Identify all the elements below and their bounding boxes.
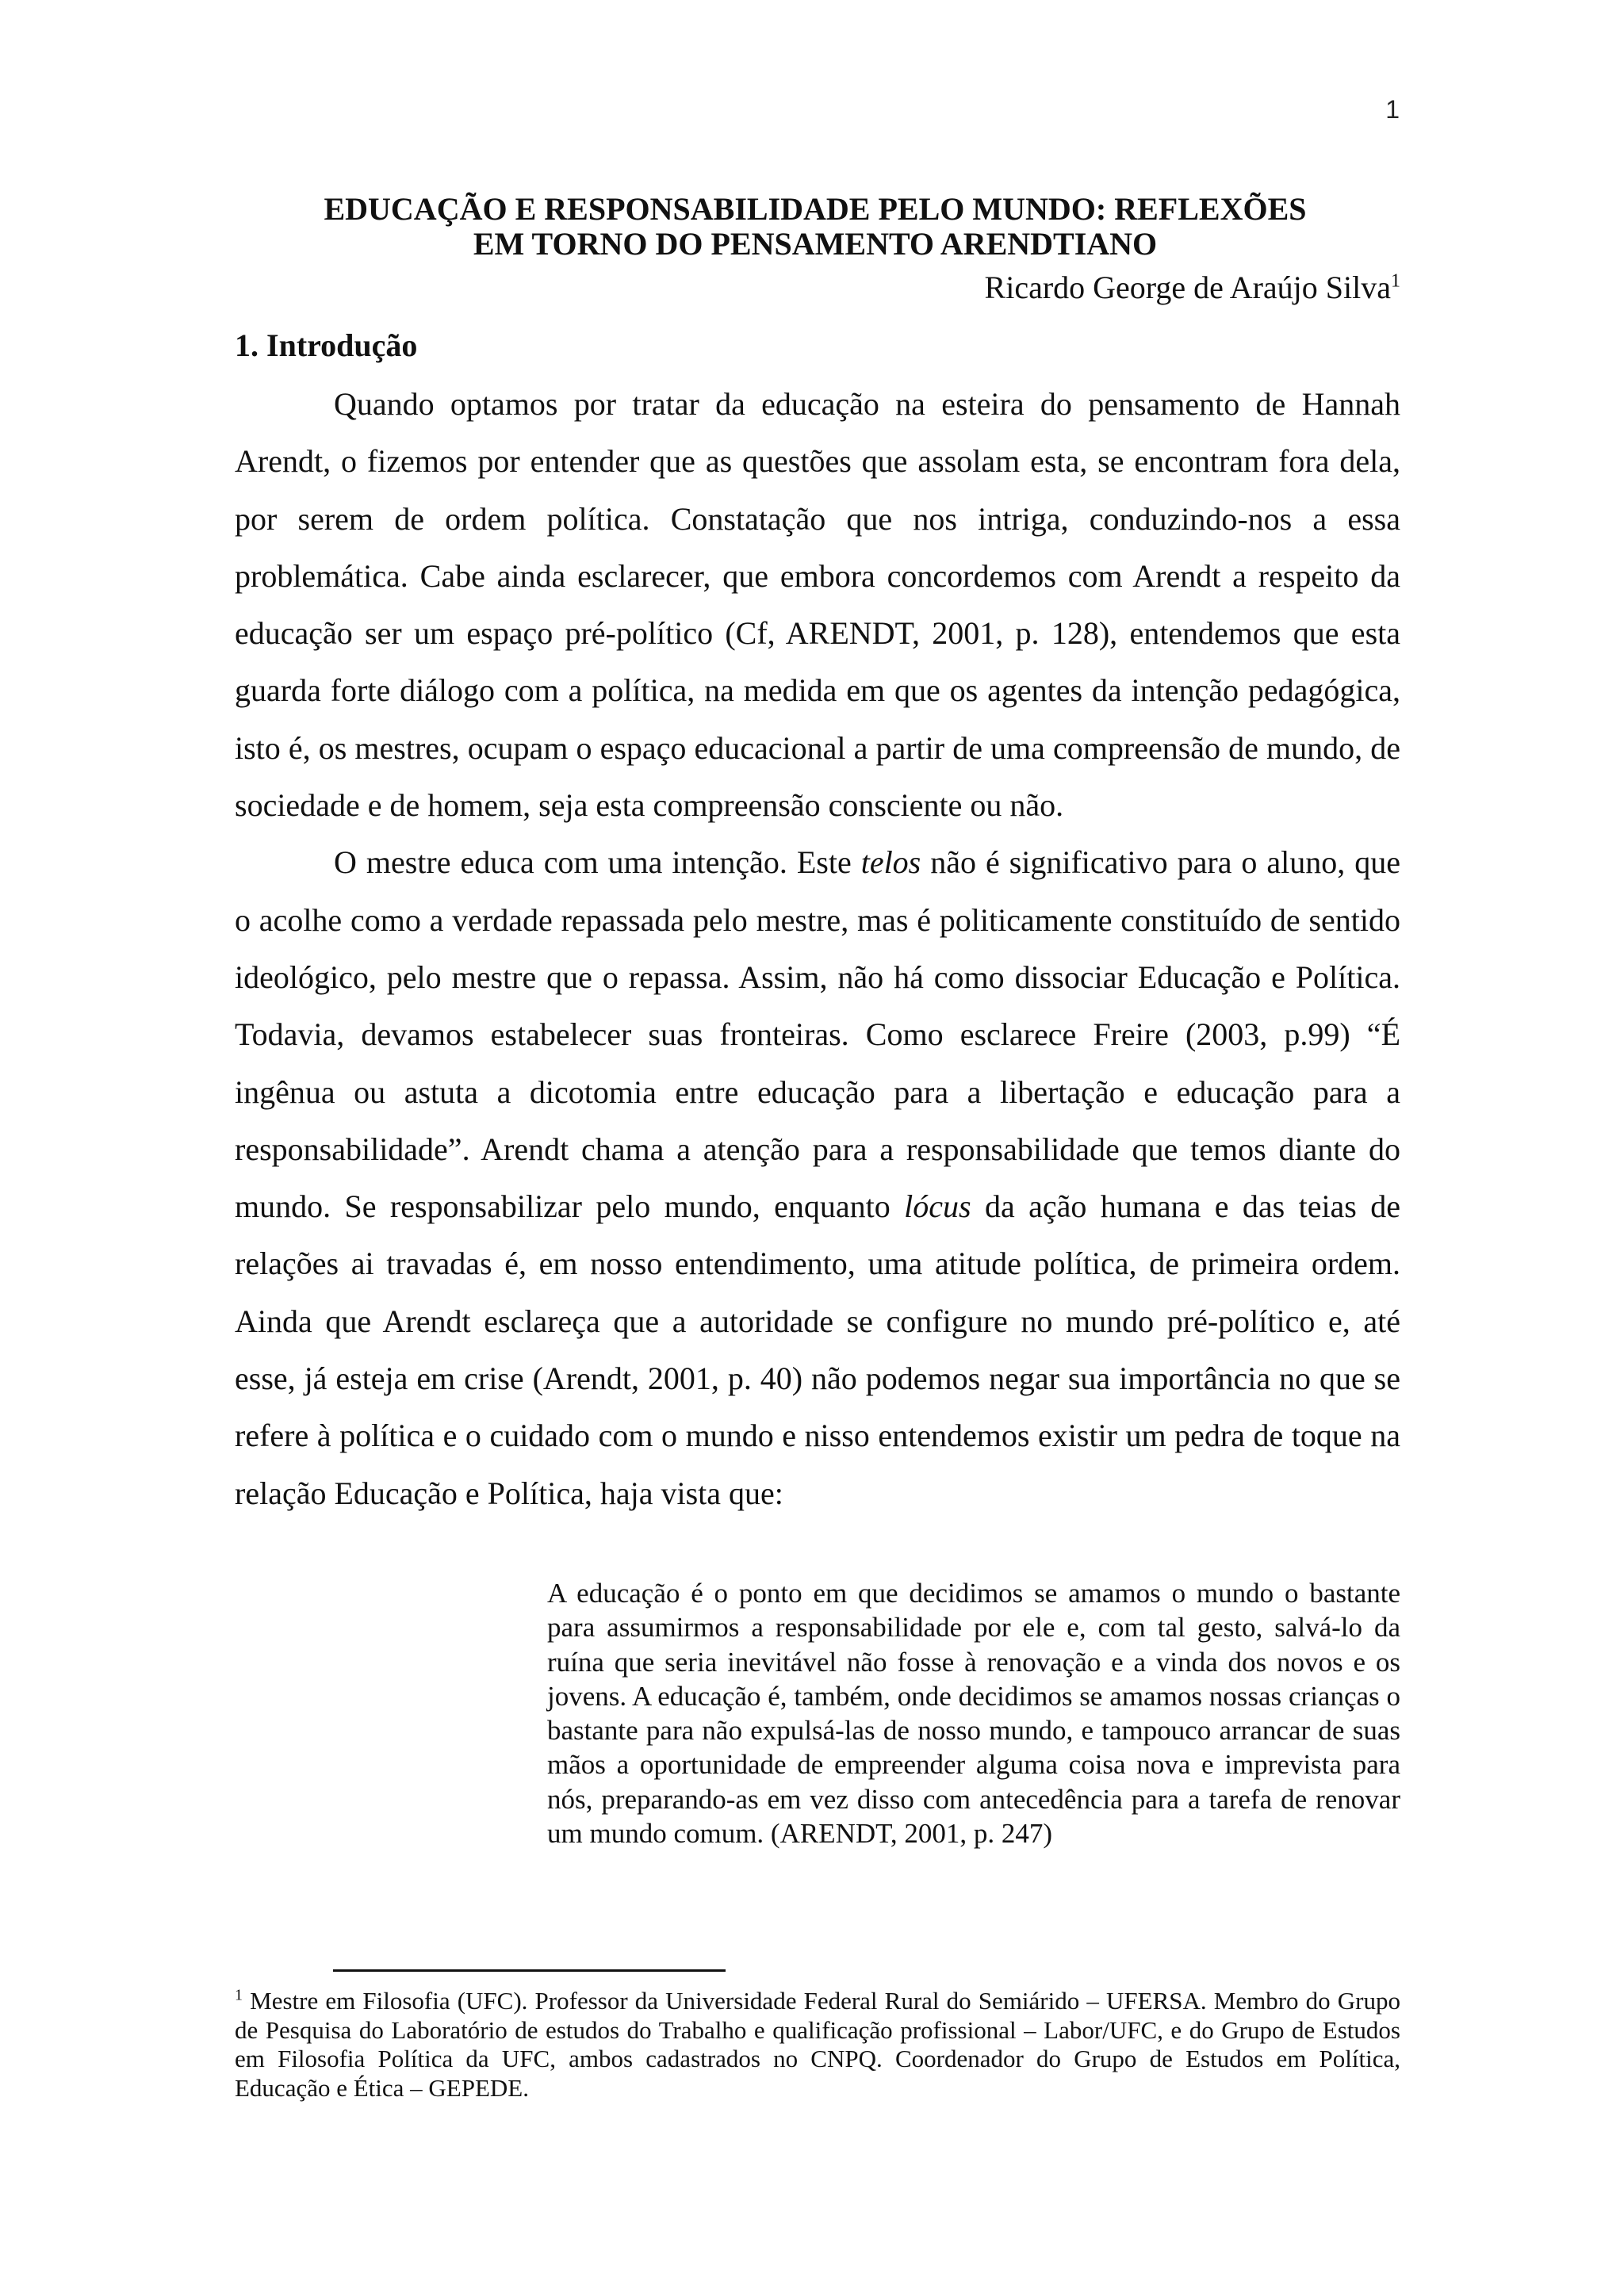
document-title: [235, 192, 1396, 262]
footnote-1: [235, 1987, 1400, 2103]
footnote-separator: [333, 1969, 726, 1972]
paragraph-1: Quando optamos por tratar da educação na esteira do pensamento de Hannah Arendt, o fizemos por entender que as questões que assolam esta, se encontram fora dela, por serem de ordem política. Constatação que nos intriga, conduzindo-nos a essa problemática. Cabe ainda esclarecer, que embora concordemos com Arendt a respeito da educação ser um espaço pré-político (Cf, ARENDT, 2001, p. 128), entendemos que esta guarda forte diálogo com a política, na medida em que os agentes da intenção pedagógica, isto é, os mestres, ocupam o espaço educacional a partir de uma compreensão de mundo, de sociedade e de homem, seja esta compreensão consciente ou não.: [235, 386, 1400, 824]
block-quote: A educação é o ponto em que decidimos se amamos o mundo o bastante para assumirmos a responsabilidade por ele e, com tal gesto, salvá-lo da ruína que seria inevitável não fosse à renovação e a vinda dos novos e os jovens. A educação é, também, onde decidimos se amamos nossas crianças o bastante para não expulsá-las de nosso mundo, e tampouco arrancar de suas mãos a oportunidade de empreender alguma coisa nova e imprevista para nós, preparando-as em vez disso com antecedência para a tarefa de renovar um mundo comum. (ARENDT, 2001, p. 247): [547, 1578, 1400, 1850]
title-line-1: EDUCAÇÃO E RESPONSABILIDADE PELO MUNDO: REFLEXÕES: [324, 191, 1307, 227]
author-name: Ricardo George de Araújo Silva: [984, 270, 1391, 305]
term-locus: lócus: [904, 1188, 971, 1225]
page-number: 1: [1385, 95, 1400, 124]
paragraph-2-part-a: O mestre educa com uma intenção. Este: [334, 844, 861, 881]
body-text: [235, 376, 1400, 1522]
paragraph-2: [235, 834, 1400, 1522]
footnote-text: Mestre em Filosofia (UFC). Professor da Universidade Federal Rural do Semiárido – UFERSA. Membro do Grupo de Pesquisa do Laboratório de estudos do Trabalho e qualificação profissional – Labor/UFC, e do Grupo de Estudos em Filosofia Política da UFC, ambos cadastrados no CNPQ. Coordenador do Grupo de Estudos em Política, Educação e Ética – GEPEDE.: [235, 1987, 1400, 2102]
footnote-marker: 1: [235, 1986, 243, 2004]
title-line-2: EM TORNO DO PENSAMENTO ARENDTIANO: [473, 226, 1158, 262]
term-telos: telos: [860, 844, 921, 881]
section-heading: 1. Introdução: [235, 327, 418, 363]
paragraph-2-part-b: não é significativo para o aluno, que o acolhe como a verdade repassada pelo mestre, mas é politicamente constituído de sentido ideológico, pelo mestre que o repassa. Assim, não há como dissociar Educação e Política. Todavia, devamos estabelecer suas fronteiras. Como esclarece Freire (2003, p.99) “É ingênua ou astuta a dicotomia entre educação para a libertação e educação para a responsabilidade”. Arendt chama a atenção para a responsabilidade que temos diante do mundo. Se responsabilizar pelo mundo, enquanto: [235, 844, 1401, 1225]
author-byline: [985, 270, 1400, 306]
paragraph-2-part-c: da ação humana e das teias de relações ai travadas é, em nosso entendimento, uma atitude política, de primeira ordem. Ainda que Arendt esclareça que a autoridade se configure no mundo pré-político e, até esse, já esteja em crise (Arendt, 2001, p. 40) não podemos negar sua importância no que se refere à política e o cuidado com o mundo e nisso entendemos existir um pedra de toque na relação Educação e Política, haja vista que:: [235, 1188, 1401, 1511]
author-footnote-marker[interactable]: 1: [1391, 270, 1400, 292]
